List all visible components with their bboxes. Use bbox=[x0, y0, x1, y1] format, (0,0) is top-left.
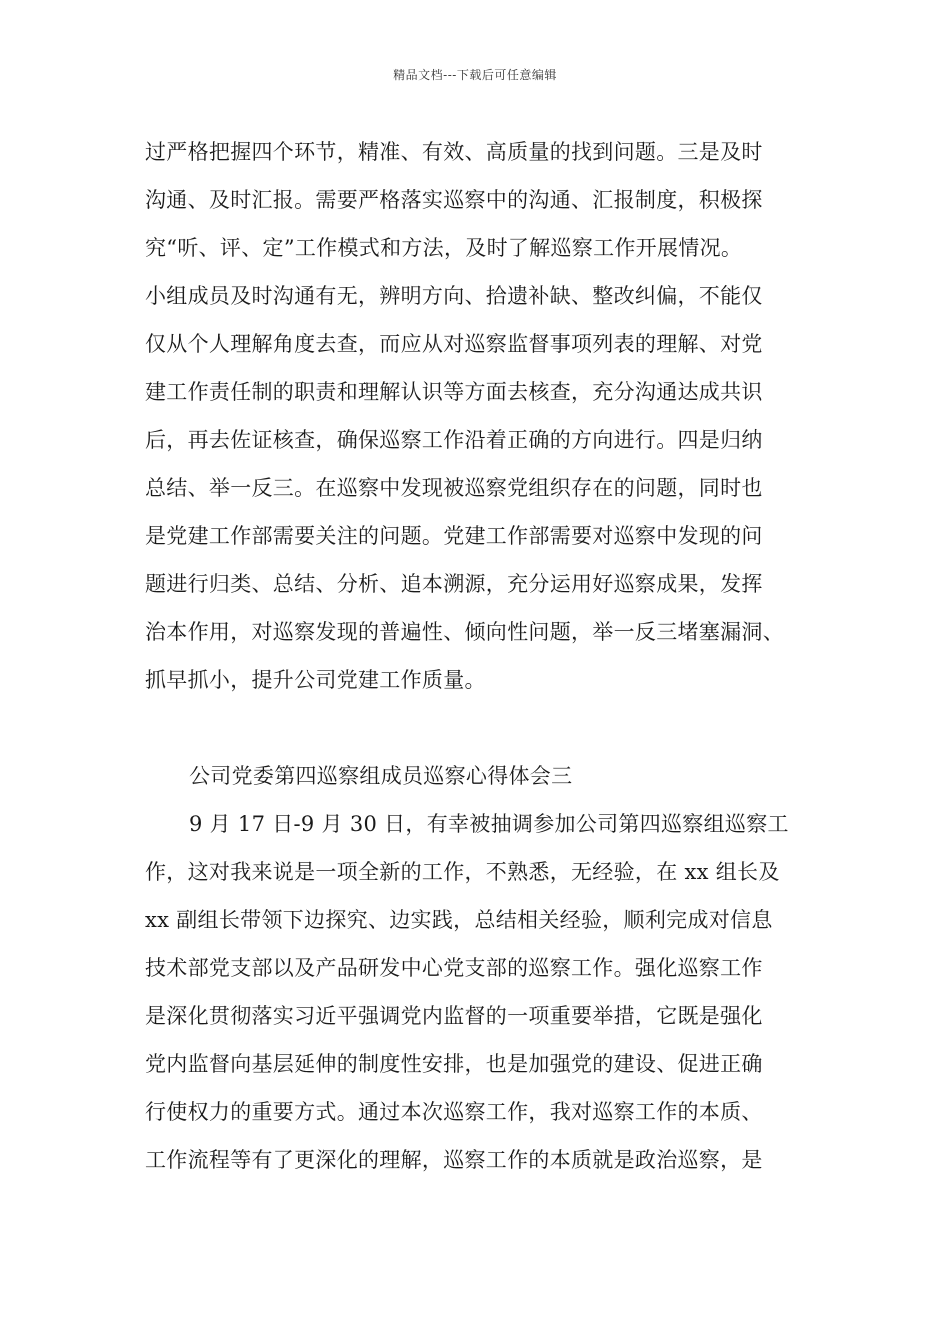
paragraph-line: 作，这对我来说是一项全新的工作，不熟悉，无经验，在 xx 组长及 bbox=[145, 860, 780, 884]
paragraph-line: 是深化贯彻落实习近平强调党内监督的一项重要举措，它既是强化 bbox=[145, 1004, 763, 1028]
paragraph-line: 行使权力的重要方式。通过本次巡察工作，我对巡察工作的本质、 bbox=[145, 1100, 763, 1124]
paragraph-line: 总结、举一反三。在巡察中发现被巡察党组织存在的问题，同时也 bbox=[145, 476, 763, 500]
paragraph-line: 是党建工作部需要关注的问题。党建工作部需要对巡察中发现的问 bbox=[145, 524, 763, 548]
paragraph-line: 后，再去佐证核查，确保巡察工作沿着正确的方向进行。四是归纳 bbox=[145, 428, 763, 452]
section-title: 公司党委第四巡察组成员巡察心得体会三 bbox=[189, 764, 573, 788]
paragraph-line: 治本作用，对巡察发现的普遍性、倾向性问题，举一反三堵塞漏洞、 bbox=[145, 620, 784, 644]
paragraph-line: 党内监督向基层延伸的制度性安排，也是加强党的建设、促进正确 bbox=[145, 1052, 763, 1076]
paragraph-line: 过严格把握四个环节，精准、有效、高质量的找到问题。三是及时 bbox=[145, 140, 763, 164]
paragraph-line: 仅从个人理解角度去查，而应从对巡察监督事项列表的理解、对党 bbox=[145, 332, 763, 356]
paragraph-line: 建工作责任制的职责和理解认识等方面去核查，充分沟通达成共识 bbox=[145, 380, 763, 404]
paragraph-line: 工作流程等有了更深化的理解，巡察工作的本质就是政治巡察，是 bbox=[145, 1148, 763, 1172]
paragraph-line: 技术部党支部以及产品研发中心党支部的巡察工作。强化巡察工作 bbox=[145, 956, 763, 980]
paragraph-line: 抓早抓小，提升公司党建工作质量。 bbox=[145, 668, 486, 692]
paragraph-line: 9 月 17 日-9 月 30 日，有幸被抽调参加公司第四巡察组巡察工 bbox=[189, 812, 789, 836]
paragraph-line: 沟通、及时汇报。需要严格落实巡察中的沟通、汇报制度，积极探 bbox=[145, 188, 763, 212]
paragraph-line: 题进行归类、总结、分析、追本溯源，充分运用好巡察成果，发挥 bbox=[145, 572, 763, 596]
page-header: 精品文档---下载后可任意编辑 bbox=[393, 68, 557, 82]
paragraph-line: 小组成员及时沟通有无，辨明方向、拾遗补缺、整改纠偏，不能仅 bbox=[145, 284, 763, 308]
paragraph-line: xx 副组长带领下边探究、边实践，总结相关经验，顺利完成对信息 bbox=[145, 908, 773, 932]
paragraph-line: 究“听、评、定”工作模式和方法，及时了解巡察工作开展情况。 bbox=[145, 236, 743, 260]
